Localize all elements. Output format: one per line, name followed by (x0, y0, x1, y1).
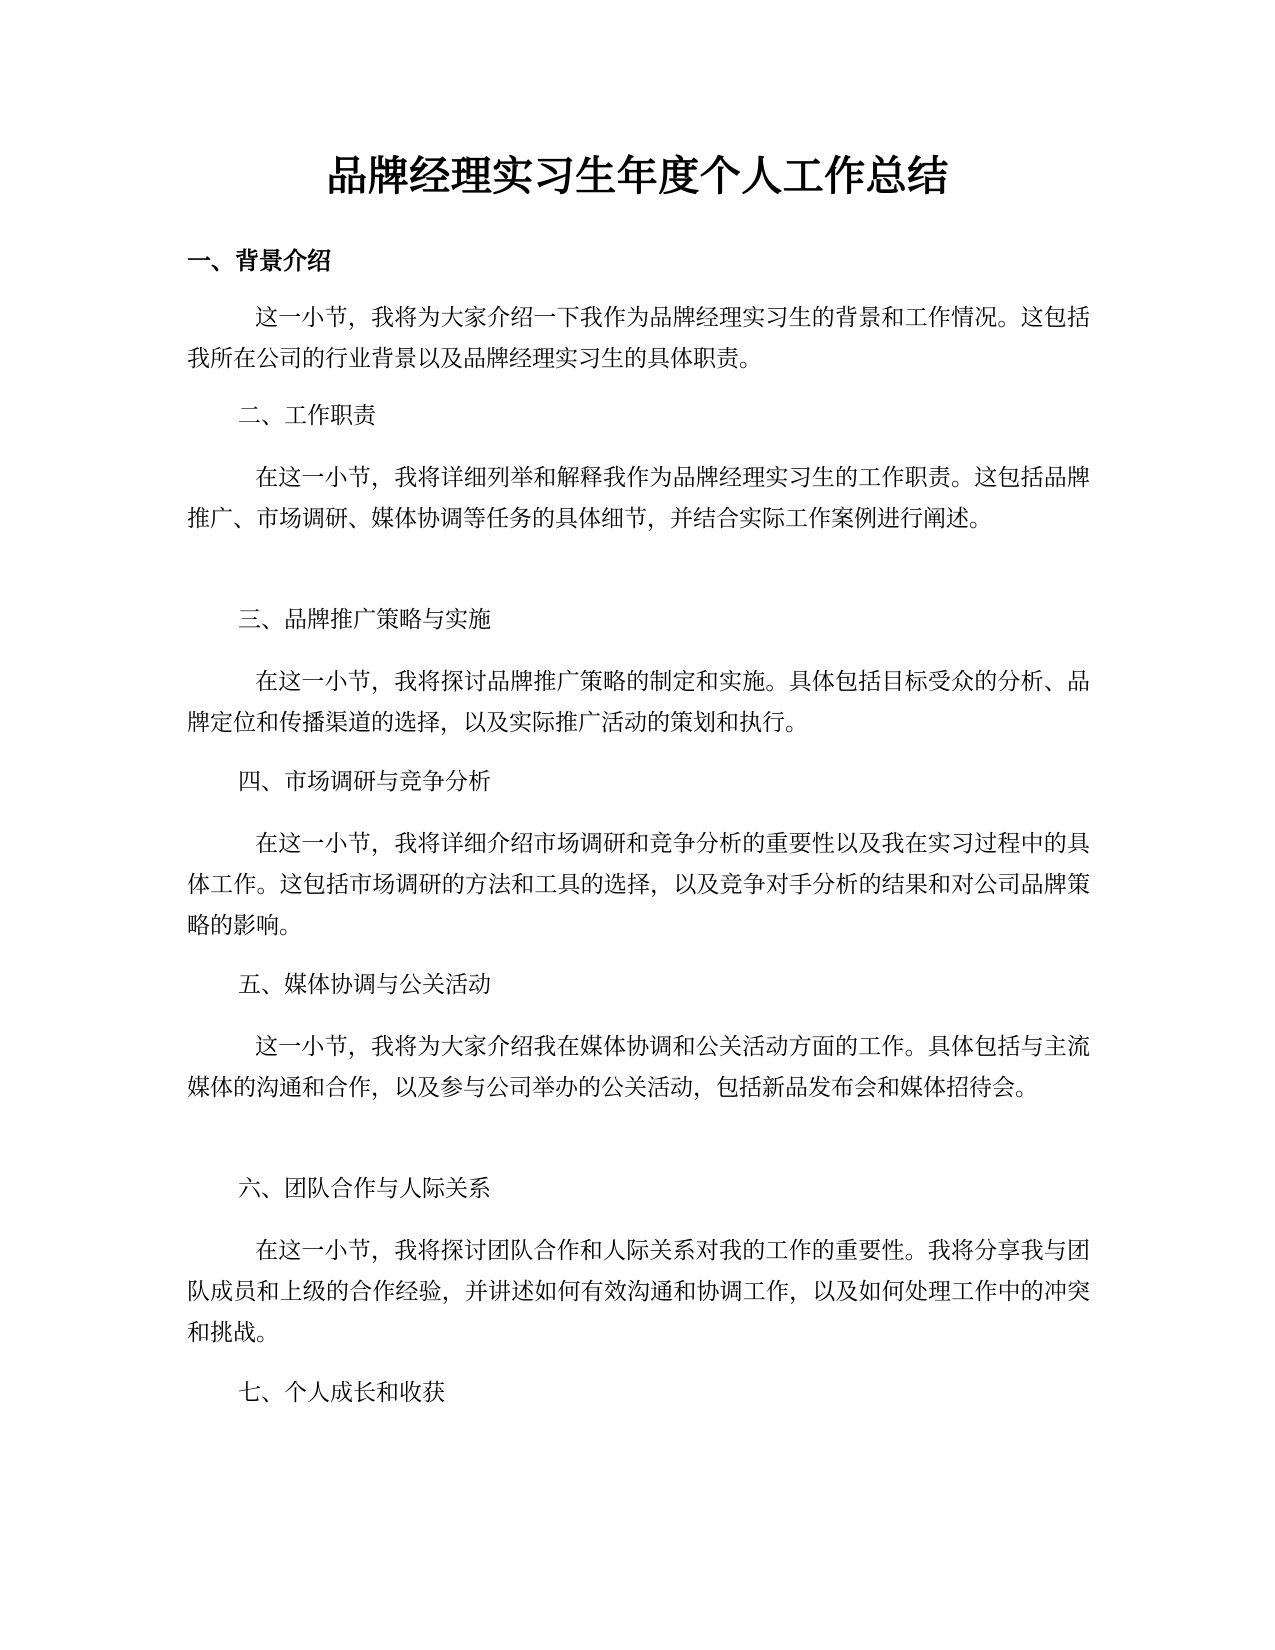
section-heading-market-research: 四、市场调研与竞争分析 (238, 769, 491, 795)
section-body-market-research: 在这一小节，我将详细介绍市场调研和竞争分析的重要性以及我在实习过程中的具体工作。这包括市场调研的方法和工具的选择，以及竞争对手分析的结果和对公司品牌策略的影响。 (187, 831, 1090, 939)
section-body-media-pr: 这一小节，我将为大家介绍我在媒体协调和公关活动方面的工作。具体包括与主流媒体的沟通和合作，以及参与公司举办的公关活动，包括新品发布会和媒体招待会。 (187, 1034, 1090, 1101)
section-heading-background: 一、背景介绍 (187, 247, 331, 275)
section-body-teamwork: 在这一小节，我将探讨团队合作和人际关系对我的工作的重要性。我将分享我与团队成员和上级的合作经验，并讲述如何有效沟通和协调工作，以及如何处理工作中的冲突和挑战。 (187, 1238, 1090, 1346)
section-heading-duties: 二、工作职责 (238, 403, 376, 429)
section-body-duties: 在这一小节，我将详细列举和解释我作为品牌经理实习生的工作职责。这包括品牌推广、市场调研、媒体协调等任务的具体细节，并结合实际工作案例进行阐述。 (187, 465, 1090, 532)
section-heading-brand-promotion: 三、品牌推广策略与实施 (238, 607, 491, 633)
section-heading-teamwork: 六、团队合作与人际关系 (238, 1176, 491, 1202)
section-heading-growth: 七、个人成长和收获 (238, 1380, 445, 1406)
section-body-background: 这一小节，我将为大家介绍一下我作为品牌经理实习生的背景和工作情况。这包括我所在公司的行业背景以及品牌经理实习生的具体职责。 (187, 305, 1090, 372)
section-heading-media-pr: 五、媒体协调与公关活动 (238, 972, 491, 998)
section-body-brand-promotion: 在这一小节，我将探讨品牌推广策略的制定和实施。具体包括目标受众的分析、品牌定位和传播渠道的选择，以及实际推广活动的策划和执行。 (187, 669, 1090, 736)
document-title: 品牌经理实习生年度个人工作总结 (326, 152, 949, 200)
